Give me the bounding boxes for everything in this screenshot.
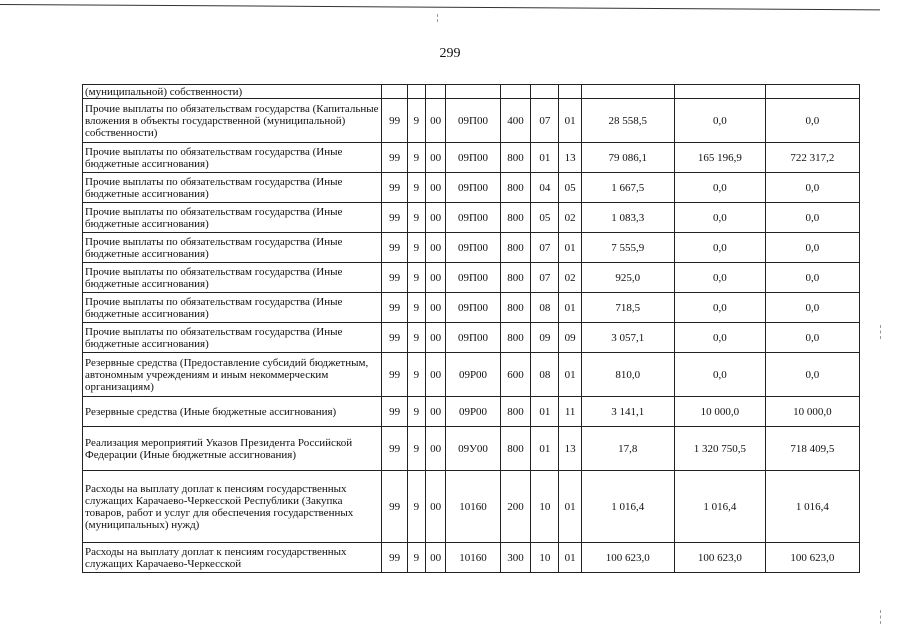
- amount-year-2: 0,0: [674, 353, 765, 397]
- scan-mark: [880, 610, 881, 624]
- code-subprogram: 9: [407, 143, 425, 173]
- scan-mark: [880, 325, 881, 339]
- amount-year-1: 1 016,4: [581, 471, 674, 543]
- row-description: Резервные средства (Иные бюджетные ассигнования): [83, 397, 382, 427]
- amount-year-3: 718 409,5: [765, 427, 859, 471]
- row-description: Резервные средства (Предоставление субсидий бюджетным, автономным учреждениям и иным некоммерческим организациям): [83, 353, 382, 397]
- table-row: [83, 263, 860, 293]
- code-program: 99: [382, 397, 407, 427]
- amount-year-2: 0,0: [674, 233, 765, 263]
- amount-year-1: 925,0: [581, 263, 674, 293]
- code-main-event: 00: [425, 471, 445, 543]
- amount-year-1: 3 057,1: [581, 323, 674, 353]
- code-program: 99: [382, 203, 407, 233]
- table-row: [83, 173, 860, 203]
- code-section: 08: [531, 353, 559, 397]
- amount-year-1: 718,5: [581, 293, 674, 323]
- budget-table: [82, 84, 860, 573]
- amount-year-1: 7 555,9: [581, 233, 674, 263]
- code-subsection: 11: [559, 397, 581, 427]
- code-subsection: 01: [559, 471, 581, 543]
- code-program: 99: [382, 353, 407, 397]
- code-direction: 09П00: [446, 293, 501, 323]
- amount-year-2: 10 000,0: [674, 397, 765, 427]
- code-main-event: 00: [425, 173, 445, 203]
- code-direction: 09П00: [446, 143, 501, 173]
- code-subprogram: 9: [407, 323, 425, 353]
- row-description: Прочие выплаты по обязательствам государства (Иные бюджетные ассигнования): [83, 233, 382, 263]
- code-section: [531, 85, 559, 99]
- code-section: 01: [531, 427, 559, 471]
- code-subsection: 01: [559, 353, 581, 397]
- table-row: [83, 543, 860, 573]
- code-direction: 09П00: [446, 99, 501, 143]
- code-direction: 09У00: [446, 427, 501, 471]
- budget-table-body: [83, 85, 860, 573]
- table-row: [83, 233, 860, 263]
- code-direction: [446, 85, 501, 99]
- code-program: 99: [382, 263, 407, 293]
- code-subsection: 13: [559, 427, 581, 471]
- code-subprogram: 9: [407, 397, 425, 427]
- code-program: 99: [382, 471, 407, 543]
- code-program: 99: [382, 323, 407, 353]
- code-subprogram: 9: [407, 173, 425, 203]
- code-program: 99: [382, 427, 407, 471]
- amount-year-3: 0,0: [765, 263, 859, 293]
- code-expense-type: 800: [500, 323, 530, 353]
- code-section: 09: [531, 323, 559, 353]
- code-program: 99: [382, 233, 407, 263]
- code-subprogram: 9: [407, 543, 425, 573]
- code-subsection: 13: [559, 143, 581, 173]
- amount-year-1: 100 623,0: [581, 543, 674, 573]
- code-section: 08: [531, 293, 559, 323]
- code-direction: 09Р00: [446, 353, 501, 397]
- code-expense-type: 800: [500, 263, 530, 293]
- code-expense-type: 600: [500, 353, 530, 397]
- code-expense-type: 800: [500, 397, 530, 427]
- row-description: Прочие выплаты по обязательствам государства (Иные бюджетные ассигнования): [83, 203, 382, 233]
- row-description: Реализация мероприятий Указов Президента Российской Федерации (Иные бюджетные ассигнования): [83, 427, 382, 471]
- code-expense-type: 400: [500, 99, 530, 143]
- amount-year-2: 100 623,0: [674, 543, 765, 573]
- code-section: 04: [531, 173, 559, 203]
- code-program: 99: [382, 293, 407, 323]
- code-direction: 10160: [446, 471, 501, 543]
- code-expense-type: 800: [500, 427, 530, 471]
- code-main-event: 00: [425, 323, 445, 353]
- code-main-event: 00: [425, 543, 445, 573]
- amount-year-1: 3 141,1: [581, 397, 674, 427]
- amount-year-2: 0,0: [674, 323, 765, 353]
- code-expense-type: 800: [500, 233, 530, 263]
- amount-year-2: 1 016,4: [674, 471, 765, 543]
- amount-year-2: 0,0: [674, 263, 765, 293]
- code-main-event: 00: [425, 99, 445, 143]
- code-subsection: 02: [559, 263, 581, 293]
- code-program: [382, 85, 407, 99]
- table-row: [83, 427, 860, 471]
- code-program: 99: [382, 143, 407, 173]
- table-row: [83, 323, 860, 353]
- amount-year-3: 0,0: [765, 233, 859, 263]
- code-main-event: 00: [425, 233, 445, 263]
- code-subsection: [559, 85, 581, 99]
- code-section: 01: [531, 143, 559, 173]
- code-main-event: [425, 85, 445, 99]
- code-direction: 09П00: [446, 173, 501, 203]
- row-description: Прочие выплаты по обязательствам государства (Иные бюджетные ассигнования): [83, 263, 382, 293]
- amount-year-1: 17,8: [581, 427, 674, 471]
- table-row: [83, 203, 860, 233]
- code-main-event: 00: [425, 143, 445, 173]
- code-subprogram: 9: [407, 263, 425, 293]
- amount-year-2: 1 320 750,5: [674, 427, 765, 471]
- row-description: Прочие выплаты по обязательствам государства (Иные бюджетные ассигнования): [83, 293, 382, 323]
- amount-year-3: 0,0: [765, 99, 859, 143]
- code-program: 99: [382, 99, 407, 143]
- code-main-event: 00: [425, 293, 445, 323]
- code-subprogram: 9: [407, 353, 425, 397]
- code-subsection: 01: [559, 99, 581, 143]
- amount-year-3: 722 317,2: [765, 143, 859, 173]
- code-expense-type: 800: [500, 203, 530, 233]
- table-row: [83, 353, 860, 397]
- code-section: 07: [531, 233, 559, 263]
- table-row: [83, 293, 860, 323]
- code-section: 01: [531, 397, 559, 427]
- row-description: (муниципальной) собственности): [83, 85, 382, 99]
- code-expense-type: 300: [500, 543, 530, 573]
- amount-year-2: 165 196,9: [674, 143, 765, 173]
- code-direction: 09П00: [446, 233, 501, 263]
- amount-year-1: [581, 85, 674, 99]
- row-description: Прочие выплаты по обязательствам государства (Иные бюджетные ассигнования): [83, 323, 382, 353]
- amount-year-2: [674, 85, 765, 99]
- code-section: 10: [531, 471, 559, 543]
- amount-year-3: 1 016,4: [765, 471, 859, 543]
- amount-year-1: 79 086,1: [581, 143, 674, 173]
- code-subsection: 05: [559, 173, 581, 203]
- code-expense-type: [500, 85, 530, 99]
- code-section: 10: [531, 543, 559, 573]
- table-row: [83, 99, 860, 143]
- code-main-event: 00: [425, 203, 445, 233]
- amount-year-3: 0,0: [765, 203, 859, 233]
- amount-year-3: 0,0: [765, 293, 859, 323]
- amount-year-3: 0,0: [765, 353, 859, 397]
- code-subprogram: 9: [407, 471, 425, 543]
- code-direction: 09П00: [446, 323, 501, 353]
- amount-year-2: 0,0: [674, 293, 765, 323]
- page-top-border: [0, 4, 880, 10]
- row-description: Прочие выплаты по обязательствам государства (Иные бюджетные ассигнования): [83, 143, 382, 173]
- amount-year-3: 10 000,0: [765, 397, 859, 427]
- amount-year-2: 0,0: [674, 173, 765, 203]
- page-number: 299: [439, 46, 461, 61]
- code-subprogram: 9: [407, 293, 425, 323]
- amount-year-1: 810,0: [581, 353, 674, 397]
- code-direction: 10160: [446, 543, 501, 573]
- amount-year-1: 28 558,5: [581, 99, 674, 143]
- code-subsection: 01: [559, 233, 581, 263]
- code-main-event: 00: [425, 427, 445, 471]
- amount-year-2: 0,0: [674, 203, 765, 233]
- code-program: 99: [382, 543, 407, 573]
- amount-year-1: 1 667,5: [581, 173, 674, 203]
- code-expense-type: 800: [500, 293, 530, 323]
- code-main-event: 00: [425, 263, 445, 293]
- table-row: [83, 397, 860, 427]
- code-subprogram: 9: [407, 233, 425, 263]
- code-section: 07: [531, 263, 559, 293]
- scan-mark: [437, 14, 438, 22]
- amount-year-3: [765, 85, 859, 99]
- code-subprogram: 9: [407, 203, 425, 233]
- table-row: [83, 85, 860, 99]
- amount-year-3: 100 623,0: [765, 543, 859, 573]
- code-subsection: 01: [559, 293, 581, 323]
- code-expense-type: 200: [500, 471, 530, 543]
- row-description: Прочие выплаты по обязательствам государства (Капитальные вложения в объекты государственной (муниципальной) собственности): [83, 99, 382, 143]
- code-subsection: 01: [559, 543, 581, 573]
- amount-year-3: 0,0: [765, 323, 859, 353]
- code-subprogram: 9: [407, 427, 425, 471]
- row-description: Прочие выплаты по обязательствам государства (Иные бюджетные ассигнования): [83, 173, 382, 203]
- code-direction: 09П00: [446, 263, 501, 293]
- amount-year-3: 0,0: [765, 173, 859, 203]
- code-main-event: 00: [425, 397, 445, 427]
- row-description: Расходы на выплату доплат к пенсиям государственных служащих Карачаево-Черкесской: [83, 543, 382, 573]
- code-expense-type: 800: [500, 173, 530, 203]
- code-section: 05: [531, 203, 559, 233]
- code-program: 99: [382, 173, 407, 203]
- code-subprogram: [407, 85, 425, 99]
- code-subsection: 02: [559, 203, 581, 233]
- row-description: Расходы на выплату доплат к пенсиям государственных служащих Карачаево-Черкесской Республики (Закупка товаров, работ и услуг для обеспечения государственных (муниципальных) нужд): [83, 471, 382, 543]
- amount-year-2: 0,0: [674, 99, 765, 143]
- table-row: [83, 471, 860, 543]
- code-expense-type: 800: [500, 143, 530, 173]
- table-row: [83, 143, 860, 173]
- amount-year-1: 1 083,3: [581, 203, 674, 233]
- code-section: 07: [531, 99, 559, 143]
- code-direction: 09Р00: [446, 397, 501, 427]
- code-subsection: 09: [559, 323, 581, 353]
- code-direction: 09П00: [446, 203, 501, 233]
- code-subprogram: 9: [407, 99, 425, 143]
- code-main-event: 00: [425, 353, 445, 397]
